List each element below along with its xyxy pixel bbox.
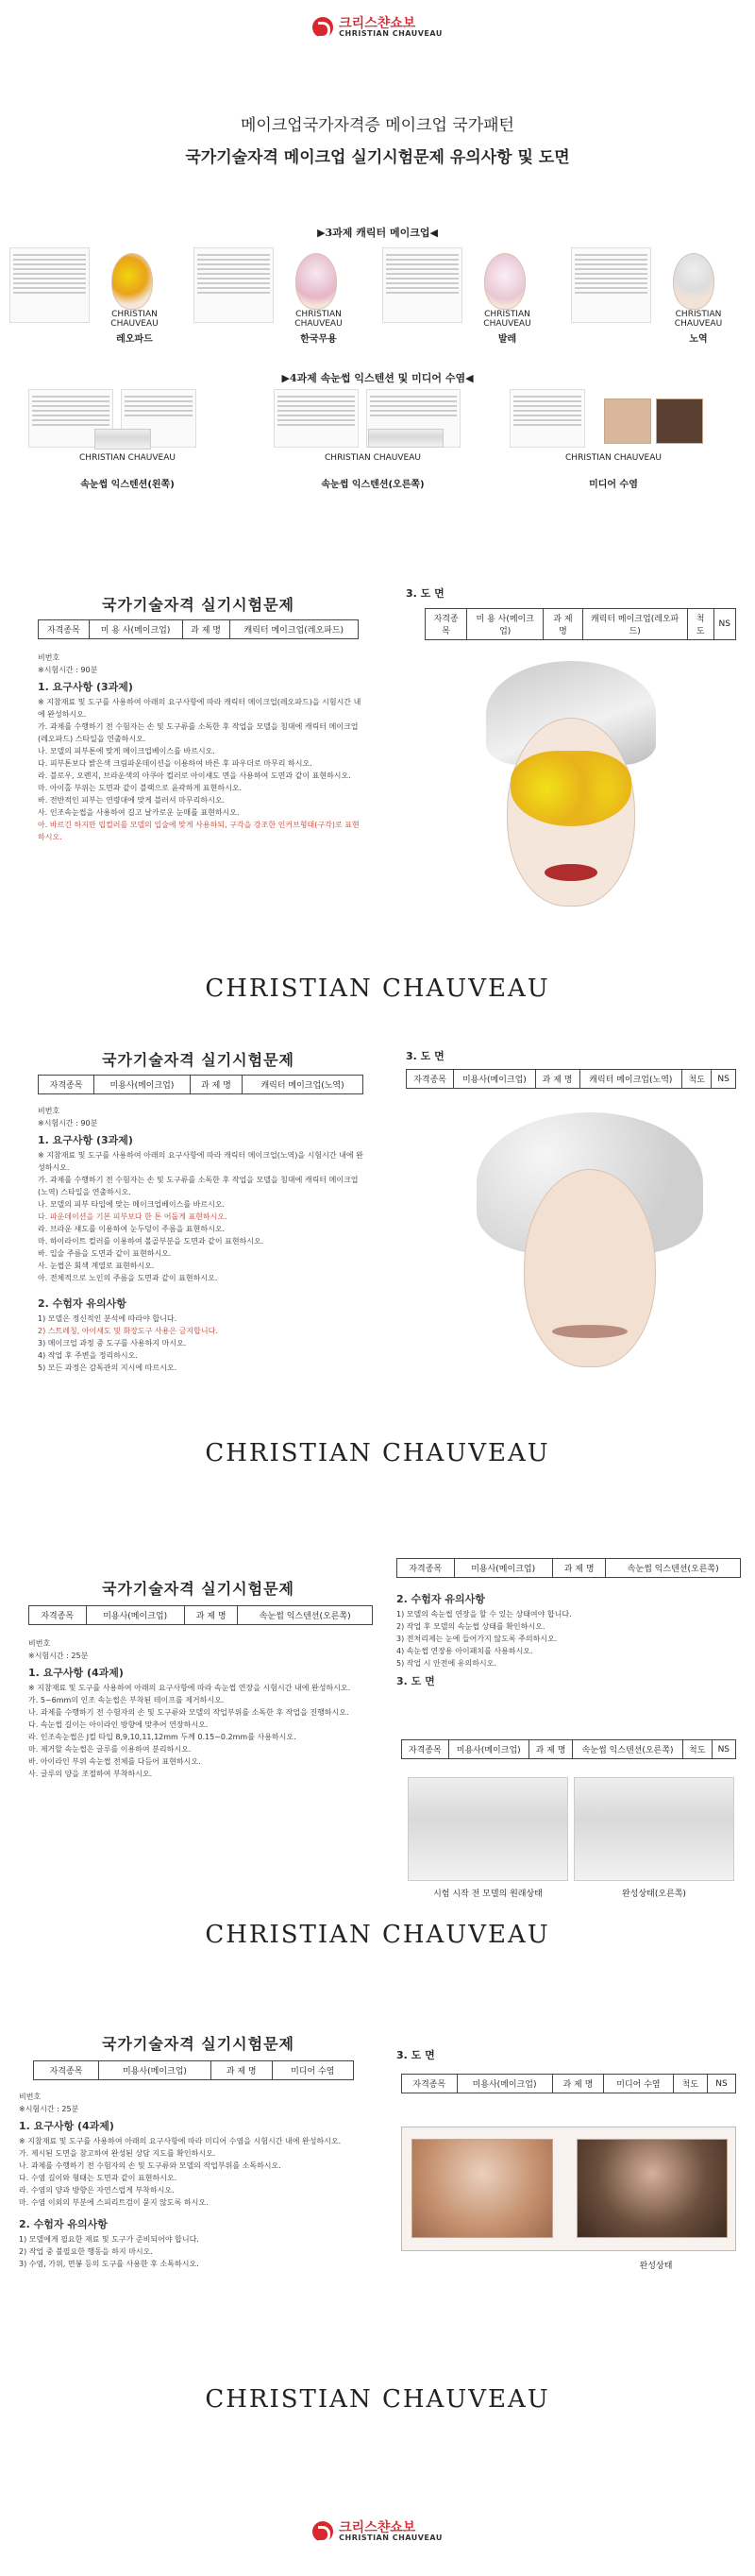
note-item: 1) 모델에게 필요한 재료 및 도구가 준비되어야 합니다. (19, 2235, 199, 2244)
thumb-brand: CHRISTIAN CHAUVEAU (110, 310, 159, 329)
old-age-face-image (673, 253, 714, 310)
thumb-caption: 속눈썹 익스텐션(왼쪽) (80, 480, 175, 490)
lash-image (368, 429, 444, 448)
section4-heading: ▶4과제 속눈썹 익스텐션 및 미디어 수염◀ (281, 372, 474, 384)
cell: 미용사(메이크업) (99, 2061, 211, 2080)
req-item: ※ 지참재료 및 도구를 사용하여 아래의 요구사항에 따라 미디어 수염을 시험시간 내에 완성하시오. (19, 2137, 342, 2145)
req-item: 바. 전반적인 피부는 연령대에 맞게 블러셔 마무리하시오. (38, 796, 226, 805)
leopard-drawing (477, 661, 665, 944)
cell: 과 제 명 (535, 1070, 579, 1089)
sheet3-top-table (396, 1558, 741, 1578)
sheet2-brand: CHRISTIAN CHAUVEAU (205, 1439, 550, 1467)
cell: 척도 (687, 609, 713, 640)
sheet4-drawing-label: 3. 도 면 (396, 2049, 435, 2061)
requirements-heading: 1. 요구사항 (4과제) (28, 1667, 124, 1679)
thumb-brand: CHRISTIAN CHAUVEAU (294, 310, 343, 329)
beard-image-a (604, 398, 651, 444)
req-item: ※ 지참재료 및 도구를 사용하여 아래의 요구사항에 따라 캐릭터 메이크업(레오파드)을 시험시간 내에 완성하시오. (38, 698, 361, 719)
note-item: 1) 모델의 속눈썹 연장을 할 수 있는 상태여야 합니다. (396, 1610, 572, 1618)
note-item: 5) 모든 과정은 감독관의 지시에 따르시오. (38, 1364, 177, 1372)
req-item: 바. 입술 주름을 도면과 같이 표현하시오. (38, 1249, 172, 1258)
req-item: 마. 하이라이트 컬러를 이용하여 볼골부분을 도면과 같이 표현하시오. (38, 1237, 264, 1246)
doc-thumbnail (193, 247, 274, 323)
req-item: 나. 모델의 피부톤에 맞게 메이크업베이스를 바르시오. (38, 747, 215, 755)
thumb-lash-left[interactable] (28, 389, 226, 493)
note-item: 3) 메이크업 과정 중 도구를 사용하지 마시오. (38, 1339, 187, 1347)
thumb-caption: 발레 (497, 334, 517, 345)
lash-image (94, 429, 151, 449)
note-item: 2) 스트레칭, 아이섀도 및 화장도구 사용은 금지합니다. (38, 1327, 218, 1335)
doc-thumbnail (382, 247, 462, 323)
header-line1: 메이크업국가자격증 메이크업 국가패턴 (241, 116, 514, 135)
cell: 과 제 명 (182, 620, 229, 639)
cell: 척도 (682, 1070, 712, 1089)
header-line2: 국가기술자격 메이크업 실기시험문제 유의사항 및 도면 (185, 148, 570, 167)
top-logo (0, 17, 755, 38)
req-item: 다. 속눈썹 길이는 아이라인 방향에 맞추어 연장하시오. (28, 1720, 209, 1729)
req-item: 다. 파운데이션을 기본 피부보다 한 톤 어둡게 표현하시오. (38, 1212, 227, 1221)
sheet3-info-table (28, 1605, 373, 1625)
cell: 캐릭터 메이크업(노역) (243, 1076, 363, 1094)
cell: 과 제 명 (552, 2075, 604, 2093)
cell: 자격종목 (402, 1740, 449, 1759)
req-item: 다. 피부톤보다 밝은색 크림파운데이션을 이용하여 바른 후 파우더로 마무리 하시오. (38, 759, 312, 768)
req-item: 사. 인조속눈썹을 사용하여 길고 날카로운 눈매를 표현하시오. (38, 808, 240, 817)
cell: 미용사(메이크업) (457, 2075, 552, 2093)
beard-caption: 완성상태 (639, 2262, 673, 2271)
id-label: 비번호 (19, 2093, 42, 2101)
cell: NS (707, 2075, 735, 2093)
sheet3-notes (396, 1588, 741, 1690)
exam-time: ※시험시간 : 25분 (28, 1652, 89, 1660)
cell: NS (712, 1070, 736, 1089)
req-item: 아. 바르긴 하지만 립컬러를 모델의 입술에 맞게 사용하되, 구각을 강조한 인커브형태(구각)로 표현하시오. (38, 821, 360, 841)
cell: 미 용 사(메이크업) (89, 620, 182, 639)
old-age-drawing (477, 1112, 703, 1396)
cell: NS (712, 1740, 735, 1759)
cell: 미용사(메이크업) (94, 1076, 191, 1094)
logo-korean: 크리스챤쇼보 (339, 2520, 416, 2535)
ballet-face-image (484, 253, 526, 310)
req-item: ※ 지참재료 및 도구를 사용하여 아래의 요구사항에 따라 캐릭터 메이크업(노역)을 시험시간 내에 완성하시오. (38, 1151, 363, 1172)
sheet1-drawing-label: 3. 도 면 (406, 587, 445, 600)
sheet4-drawing-table (401, 2074, 736, 2093)
requirements-heading: 1. 요구사항 (3과제) (38, 1134, 133, 1146)
cell: 자격종목 (426, 609, 467, 640)
id-label: 비번호 (38, 653, 60, 662)
beard-image-b (656, 398, 703, 444)
thumb-caption: 노역 (689, 334, 708, 345)
thumb-caption: 한국무용 (300, 334, 337, 345)
cell: 척도 (682, 1740, 712, 1759)
req-item: 라. 브라운 섀도를 이용하여 눈두덩이 주름을 표현하시오. (38, 1225, 226, 1233)
sheet1-body (38, 652, 363, 843)
cell: 캐릭터 메이크업(노역) (579, 1070, 682, 1089)
sheet4-brand: CHRISTIAN CHAUVEAU (205, 2385, 550, 2414)
cell: 미용사(메이크업) (86, 1606, 184, 1625)
thumb-korean-dance[interactable] (193, 247, 363, 349)
sheet3-drawing-table (401, 1739, 736, 1759)
thumb-leopard[interactable] (9, 247, 179, 349)
sheet1-info-table (38, 619, 359, 639)
req-item: 사. 눈썹은 회색 계열로 표현하시오. (38, 1262, 155, 1270)
id-label: 비번호 (28, 1639, 51, 1648)
thumb-lash-right[interactable] (274, 389, 472, 493)
lash-before-caption: 시험 시작 전 모델의 원래상태 (433, 1890, 543, 1899)
cell: 척도 (673, 2075, 707, 2093)
note-item: 2) 작업 후 모델의 속눈썹 상태를 확인하시오. (396, 1622, 545, 1631)
lash-after-caption: 완성상태(오른쪽) (622, 1890, 686, 1899)
korean-dance-face-image (295, 253, 337, 310)
note-item: 2) 작업 중 불필요한 행동을 하지 마시오. (19, 2247, 153, 2256)
thumb-brand: CHRISTIAN CHAUVEAU (565, 453, 662, 463)
cell: 자격종목 (39, 1076, 94, 1094)
req-item: 나. 모델의 피부 타입에 맞는 메이크업베이스를 바르시오. (38, 1200, 226, 1209)
doc-thumbnail (9, 247, 90, 323)
cell: 속눈썹 익스텐션(오른쪽) (573, 1740, 683, 1759)
req-item: 라. 블로우, 오렌지, 브라운색의 아쿠아 컬러로 아이섀도 면을 사용하여 도면과 같이 표현하시오. (38, 771, 351, 780)
sheet3-title: 국가기술자격 실기시험문제 (101, 1580, 295, 1598)
cell: 미디어 수염 (604, 2075, 673, 2093)
leopard-face-image (111, 253, 153, 310)
cell: 미 용 사(메이크업) (467, 609, 544, 640)
req-item: 마. 제거할 속눈썹은 글루를 이용하여 분리하시오. (28, 1745, 192, 1754)
req-item: 바. 아이라인 부위 속눈썹 전체를 다듬어 표현하시오. (28, 1757, 201, 1766)
cell: 캐릭터 메이크업(레오파드) (582, 609, 687, 640)
sheet1-drawing-table (425, 608, 736, 640)
exam-time: ※시험시간 : 90분 (38, 1119, 98, 1127)
sheet3-brand: CHRISTIAN CHAUVEAU (205, 1921, 550, 1949)
thumb-media-beard[interactable] (510, 389, 717, 493)
cell: 과 제 명 (184, 1606, 238, 1625)
lash-after-image (574, 1777, 734, 1881)
cell: 캐릭터 메이크업(레오파드) (229, 620, 358, 639)
sheet4-info-table (33, 2060, 354, 2080)
cell: 속눈썹 익스텐션(오른쪽) (238, 1606, 373, 1625)
notes-heading: 2. 수험자 유의사항 (19, 2218, 108, 2230)
sheet2-info-table (38, 1075, 363, 1094)
sheet2-title: 국가기술자격 실기시험문제 (101, 1051, 295, 1069)
requirements-heading: 1. 요구사항 (4과제) (19, 2120, 114, 2132)
req-item: 라. 인조속눈썹은 J컬 타입 8,9,10,11,12mm 두께 0.15~0.2mm를 사용하시오. (28, 1733, 296, 1741)
thumb-brand: CHRISTIAN CHAUVEAU (79, 453, 176, 463)
notes-heading: 2. 수험자 유의사항 (38, 1297, 126, 1310)
req-item: 아. 전체적으로 노인의 주름을 도면과 같이 표현하시오. (38, 1274, 218, 1282)
cell: 자격종목 (407, 1070, 454, 1089)
logo-english: CHRISTIAN CHAUVEAU (339, 29, 443, 38)
req-item: 가. 제시된 도면을 참고하여 완성된 상담 지도를 확인하시오. (19, 2149, 216, 2158)
note-item: 3) 수염, 가위, 면봉 등의 도구를 사용한 후 소독하시오. (19, 2260, 199, 2268)
lash-before-image (408, 1777, 568, 1881)
lips-shape (545, 864, 597, 881)
req-item: 가. 과제를 수행하기 전 수험자는 손 및 도구류를 소독한 후 작업을 모델을 침대에 캐릭터 메이크업(레오파드) 스타일을 연출하시오. (38, 722, 359, 743)
thumb-brand: CHRISTIAN CHAUVEAU (325, 453, 421, 463)
req-item: 마. 수염 이외의 부분에 스피리트검이 묻지 않도록 하시오. (19, 2198, 209, 2207)
req-item: 마. 아이홀 부위는 도면과 같이 블랙으로 윤곽하게 표현하시오. (38, 784, 243, 792)
req-item: 나. 과제를 수행하기 전 수험자의 손 및 도구류와 모델의 작업부위를 소독하시오. (19, 2161, 281, 2170)
exam-time: ※시험시간 : 90분 (38, 666, 98, 674)
note-item: 5) 작업 시 안전에 유의하시오. (396, 1659, 496, 1668)
cell: 자격종목 (397, 1559, 455, 1578)
req-item: 라. 수염의 양과 방향은 자연스럽게 부착하시오. (19, 2186, 175, 2195)
beard-drawing-frame (401, 2127, 736, 2251)
brand-logo-icon (312, 2521, 333, 2542)
thumb-caption: 미디어 수염 (589, 480, 638, 490)
note-item: 1) 모델은 정신적인 분석에 따라야 합니다. (38, 1314, 177, 1323)
section3-heading: ▶3과제 캐릭터 메이크업◀ (317, 227, 438, 239)
beard-drawing-left (411, 2139, 553, 2238)
cell: 자격종목 (402, 2075, 458, 2093)
notes-heading: 2. 수험자 유의사항 (396, 1593, 485, 1605)
drawing-label: 3. 도 면 (396, 1675, 435, 1687)
cell: 과 제 명 (528, 1740, 572, 1759)
id-label: 비번호 (38, 1107, 60, 1115)
leopard-eye-paint (511, 751, 631, 826)
sheet2-drawing-table (406, 1069, 736, 1089)
sheet2-body (38, 1105, 363, 1374)
sheet1-brand: CHRISTIAN CHAUVEAU (205, 974, 550, 1003)
cell: 자격종목 (34, 2061, 99, 2080)
note-item: 3) 전처리제는 눈에 들어가지 않도록 주의하시오. (396, 1635, 558, 1643)
thumb-old-age[interactable] (571, 247, 746, 349)
sheet3-body (28, 1637, 387, 1780)
doc-thumbnail (571, 247, 651, 323)
req-item: ※ 지참재료 및 도구를 사용하여 아래의 요구사항에 따라 속눈썹 연장을 시험시간 내에 완성하시오. (28, 1684, 351, 1692)
sheet2-drawing-label: 3. 도 면 (406, 1050, 445, 1062)
cell: 미디어 수염 (272, 2061, 354, 2080)
req-item: 나. 과제를 수행하기 전 수험자의 손 및 도구류와 모델의 작업부위를 소독한 후 작업을 진행하시오. (28, 1708, 349, 1717)
sheet1-title: 국가기술자격 실기시험문제 (101, 596, 295, 614)
cell: 과 제 명 (552, 1559, 606, 1578)
req-item: 가. 과제를 수행하기 전 수험자는 손 및 도구류를 소독한 후 작업을 모델을 침대에 캐릭터 메이크업(노역) 스타일을 연출하시오. (38, 1176, 359, 1196)
cell: 자격종목 (29, 1606, 87, 1625)
cell: NS (713, 609, 735, 640)
note-item: 4) 작업 후 주변을 정리하시오. (38, 1351, 138, 1360)
req-item: 다. 수염 길이와 형태는 도면과 같이 표현하시오. (19, 2174, 177, 2182)
thumb-brand: CHRISTIAN CHAUVEAU (674, 310, 723, 329)
sheet4-title: 국가기술자격 실기시험문제 (101, 2035, 295, 2053)
sheet4-body (19, 2091, 382, 2270)
note-item: 4) 속눈썹 연장용 아이패치를 사용하시오. (396, 1647, 533, 1655)
thumb-caption: 레오파드 (116, 334, 153, 345)
cell: 미용사(메이크업) (454, 1070, 535, 1089)
cell: 속눈썹 익스텐션(오른쪽) (606, 1559, 741, 1578)
thumb-ballet[interactable] (382, 247, 552, 349)
cell: 미용사(메이크업) (448, 1740, 528, 1759)
brand-logo-icon (312, 17, 333, 38)
beard-drawing-right (577, 2139, 728, 2238)
bottom-logo (0, 2521, 755, 2542)
requirements-heading: 1. 요구사항 (3과제) (38, 681, 133, 693)
logo-korean: 크리스챤쇼보 (339, 16, 416, 31)
cell: 자격종목 (39, 620, 90, 639)
logo-english: CHRISTIAN CHAUVEAU (339, 2534, 443, 2542)
thumb-caption: 속눈썹 익스텐션(오른쪽) (321, 480, 425, 490)
req-item: 가. 5~6mm의 인조 속눈썹은 부착된 테이프를 제거하시오. (28, 1696, 225, 1704)
cell: 과 제 명 (190, 1076, 242, 1094)
exam-time: ※시험시간 : 25분 (19, 2105, 79, 2113)
doc-thumbnail (274, 389, 359, 448)
req-item: 사. 글루의 양을 조절하여 부착하시오. (28, 1770, 153, 1778)
doc-thumbnail (510, 389, 585, 448)
cell: 과 제 명 (544, 609, 582, 640)
cell: 미용사(메이크업) (454, 1559, 552, 1578)
thumb-brand: CHRISTIAN CHAUVEAU (483, 310, 531, 329)
cell: 과 제 명 (210, 2061, 272, 2080)
lips-shape (552, 1325, 628, 1338)
